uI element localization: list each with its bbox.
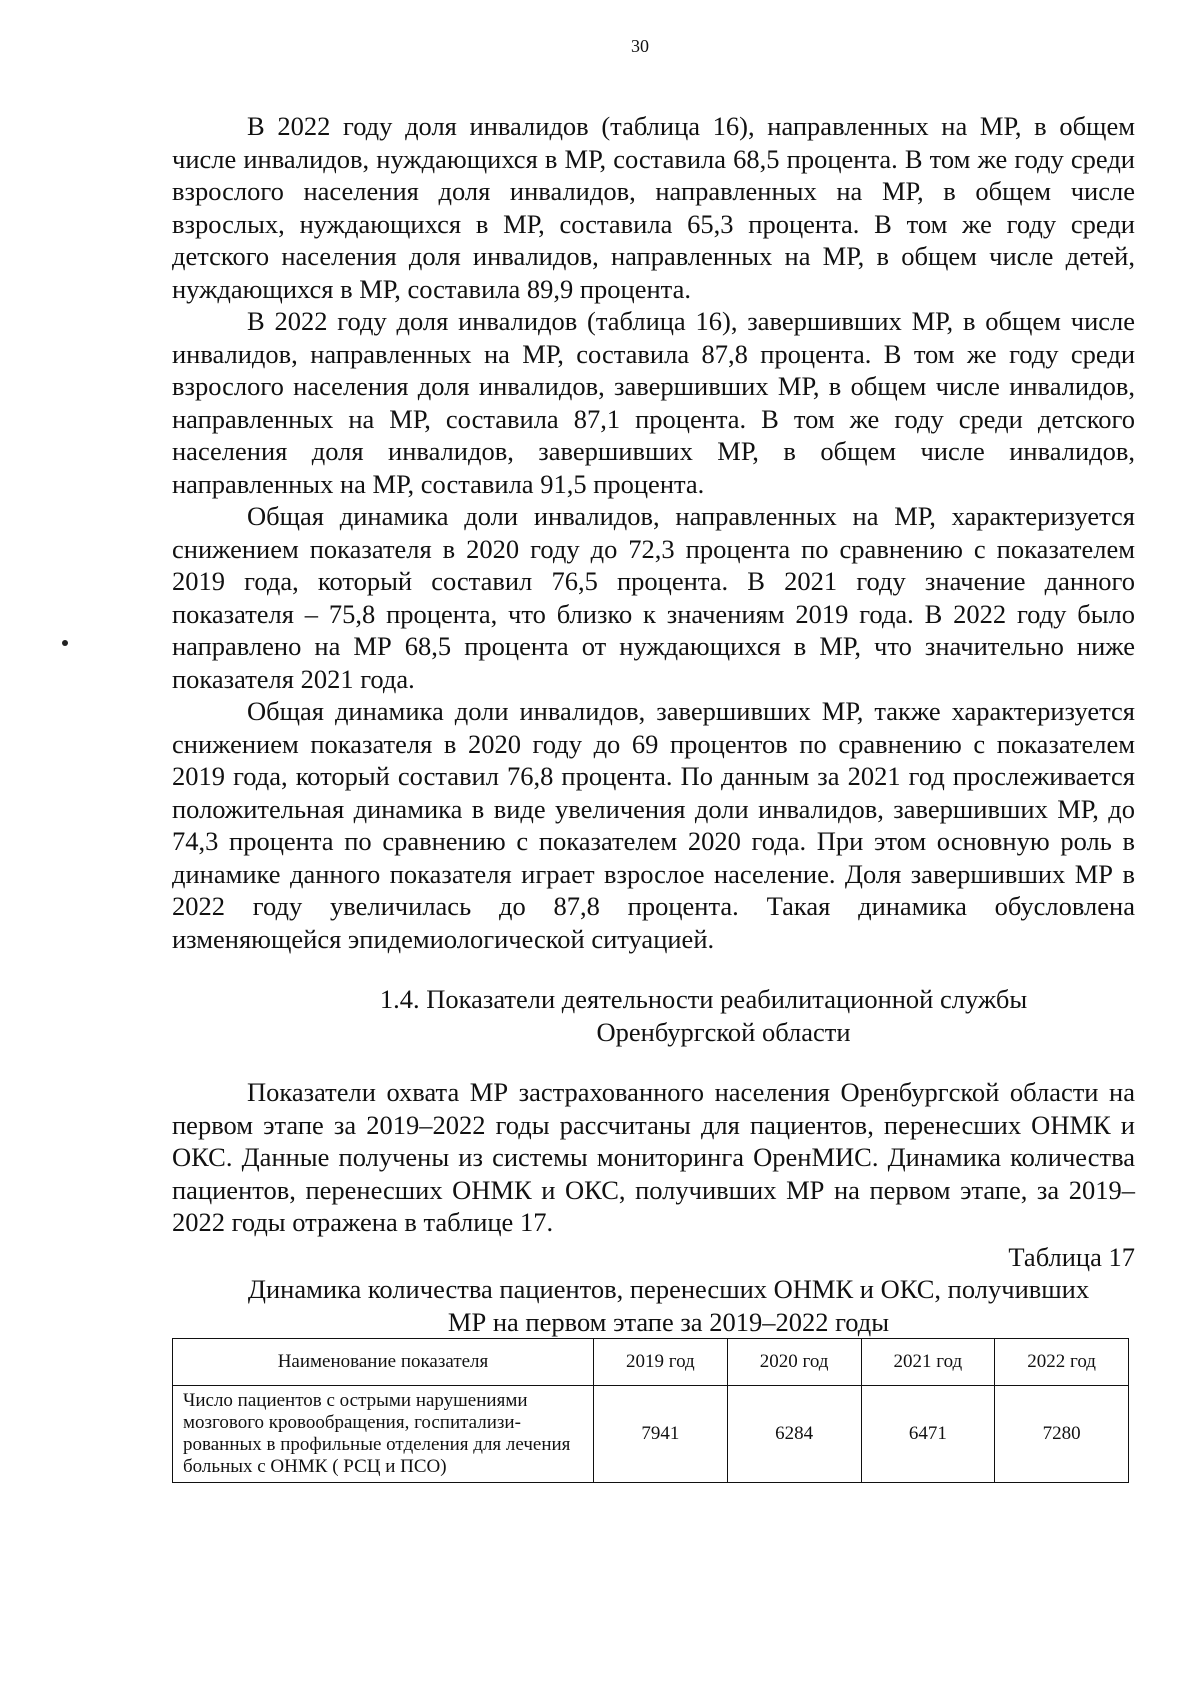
page-content: [172, 110, 1135, 1483]
table-cell-2022: 7280: [995, 1386, 1129, 1483]
table-title-line-1: Динамика количества пациентов, перенесших ОНМК и ОКС, получивших: [247, 1274, 1090, 1304]
table-row: [173, 1386, 1129, 1483]
table-cell-2021: 6471: [861, 1386, 995, 1483]
table-cell-2019: 7941: [594, 1386, 728, 1483]
table-title-line-2: МР на первом этапе за 2019–2022 годы: [447, 1306, 890, 1337]
section-heading-line-1: 1.4. Показатели деятельности реабилитационной службы: [379, 984, 1028, 1014]
scan-artifact-dot: [62, 640, 68, 646]
table-cell-indicator-name: Число пациентов с острыми нарушениями мозгового кровообращения, госпитализированных в профильные отделения для лечения больных с ОНМК ( РСЦ и ПСО): [173, 1386, 594, 1483]
table-title: [202, 1273, 1135, 1338]
paragraph-2: В 2022 году доля инвалидов (таблица 16), завершивших МР, в общем числе инвалидов, направленных на МР, составила 87,8 процента. В том же году среди взрослого населения доля инвалидов, завершивших МР, в общем числе инвалидов, направленных на МР, составила 87,1 процента. В том же году среди детского населения доля инвалидов, завершивших МР, в общем числе инвалидов, направленных на МР, составила 91,5 процента.: [172, 306, 1135, 499]
table-header-2019: 2019 год: [594, 1339, 728, 1386]
paragraph-4: Общая динамика доли инвалидов, завершивших МР, также характеризуется снижением показателя в 2020 году до 69 процентов по сравнению с показателем 2019 года, который составил 76,8 процента. По данным за 2021 год прослеживается положительная динамика в виде увеличения доли инвалидов, завершивших МР, до 74,3 процента по сравнению с показателем 2020 года. При этом основную роль в динамике данного показателя играет взрослое население. Доля завершивших МР в 2022 году увеличилась до 87,8 процента. Такая динамика обусловлена изменяющейся эпидемиологической ситуацией.: [172, 696, 1135, 954]
section-heading-line-2: Оренбургской области: [596, 1016, 851, 1047]
section-paragraph: Показатели охвата МР застрахованного населения Оренбургской области на первом этапе за 2019–2022 годы рассчитаны для пациентов, перенесших ОНМК и ОКС. Данные получены из системы мониторинга ОренМИС. Динамика количества пациентов, перенесших ОНМК и ОКС, получивших МР на первом этапе, за 2019–2022 годы отражена в таблице 17.: [172, 1077, 1135, 1237]
paragraph-3: Общая динамика доли инвалидов, направленных на МР, характеризуется снижением показателя в 2020 году до 72,3 процента по сравнению с показателем 2019 года, который составил 76,5 процента. В 2021 году значение данного показателя – 75,8 процента, что близко к значениям 2019 года. В 2022 году было направлено на МР 68,5 процента от нуждающихся в МР, что значительно ниже показателя 2021 года.: [172, 501, 1135, 694]
section-heading: [172, 983, 1135, 1048]
table-header-2020: 2020 год: [727, 1339, 861, 1386]
data-table: [172, 1338, 1129, 1483]
table-header-2022: 2022 год: [995, 1339, 1129, 1386]
table-cell-2020: 6284: [727, 1386, 861, 1483]
table-label: Таблица 17: [1008, 1241, 1135, 1272]
table-header-row: [173, 1339, 1129, 1386]
paragraph-1: В 2022 году доля инвалидов (таблица 16), направленных на МР, в общем числе инвалидов, нуждающихся в МР, составила 68,5 процента. В том же году среди взрослого населения доля инвалидов, направленных на МР, в общем числе взрослых, нуждающихся в МР, составила 65,3 процента. В том же году среди детского населения доля инвалидов, направленных на МР, в общем числе детей, нуждающихся в МР, составила 89,9 процента.: [172, 111, 1135, 304]
table-header-2021: 2021 год: [861, 1339, 995, 1386]
page-number: 30: [631, 36, 649, 56]
table-header-name: Наименование показателя: [173, 1339, 594, 1386]
